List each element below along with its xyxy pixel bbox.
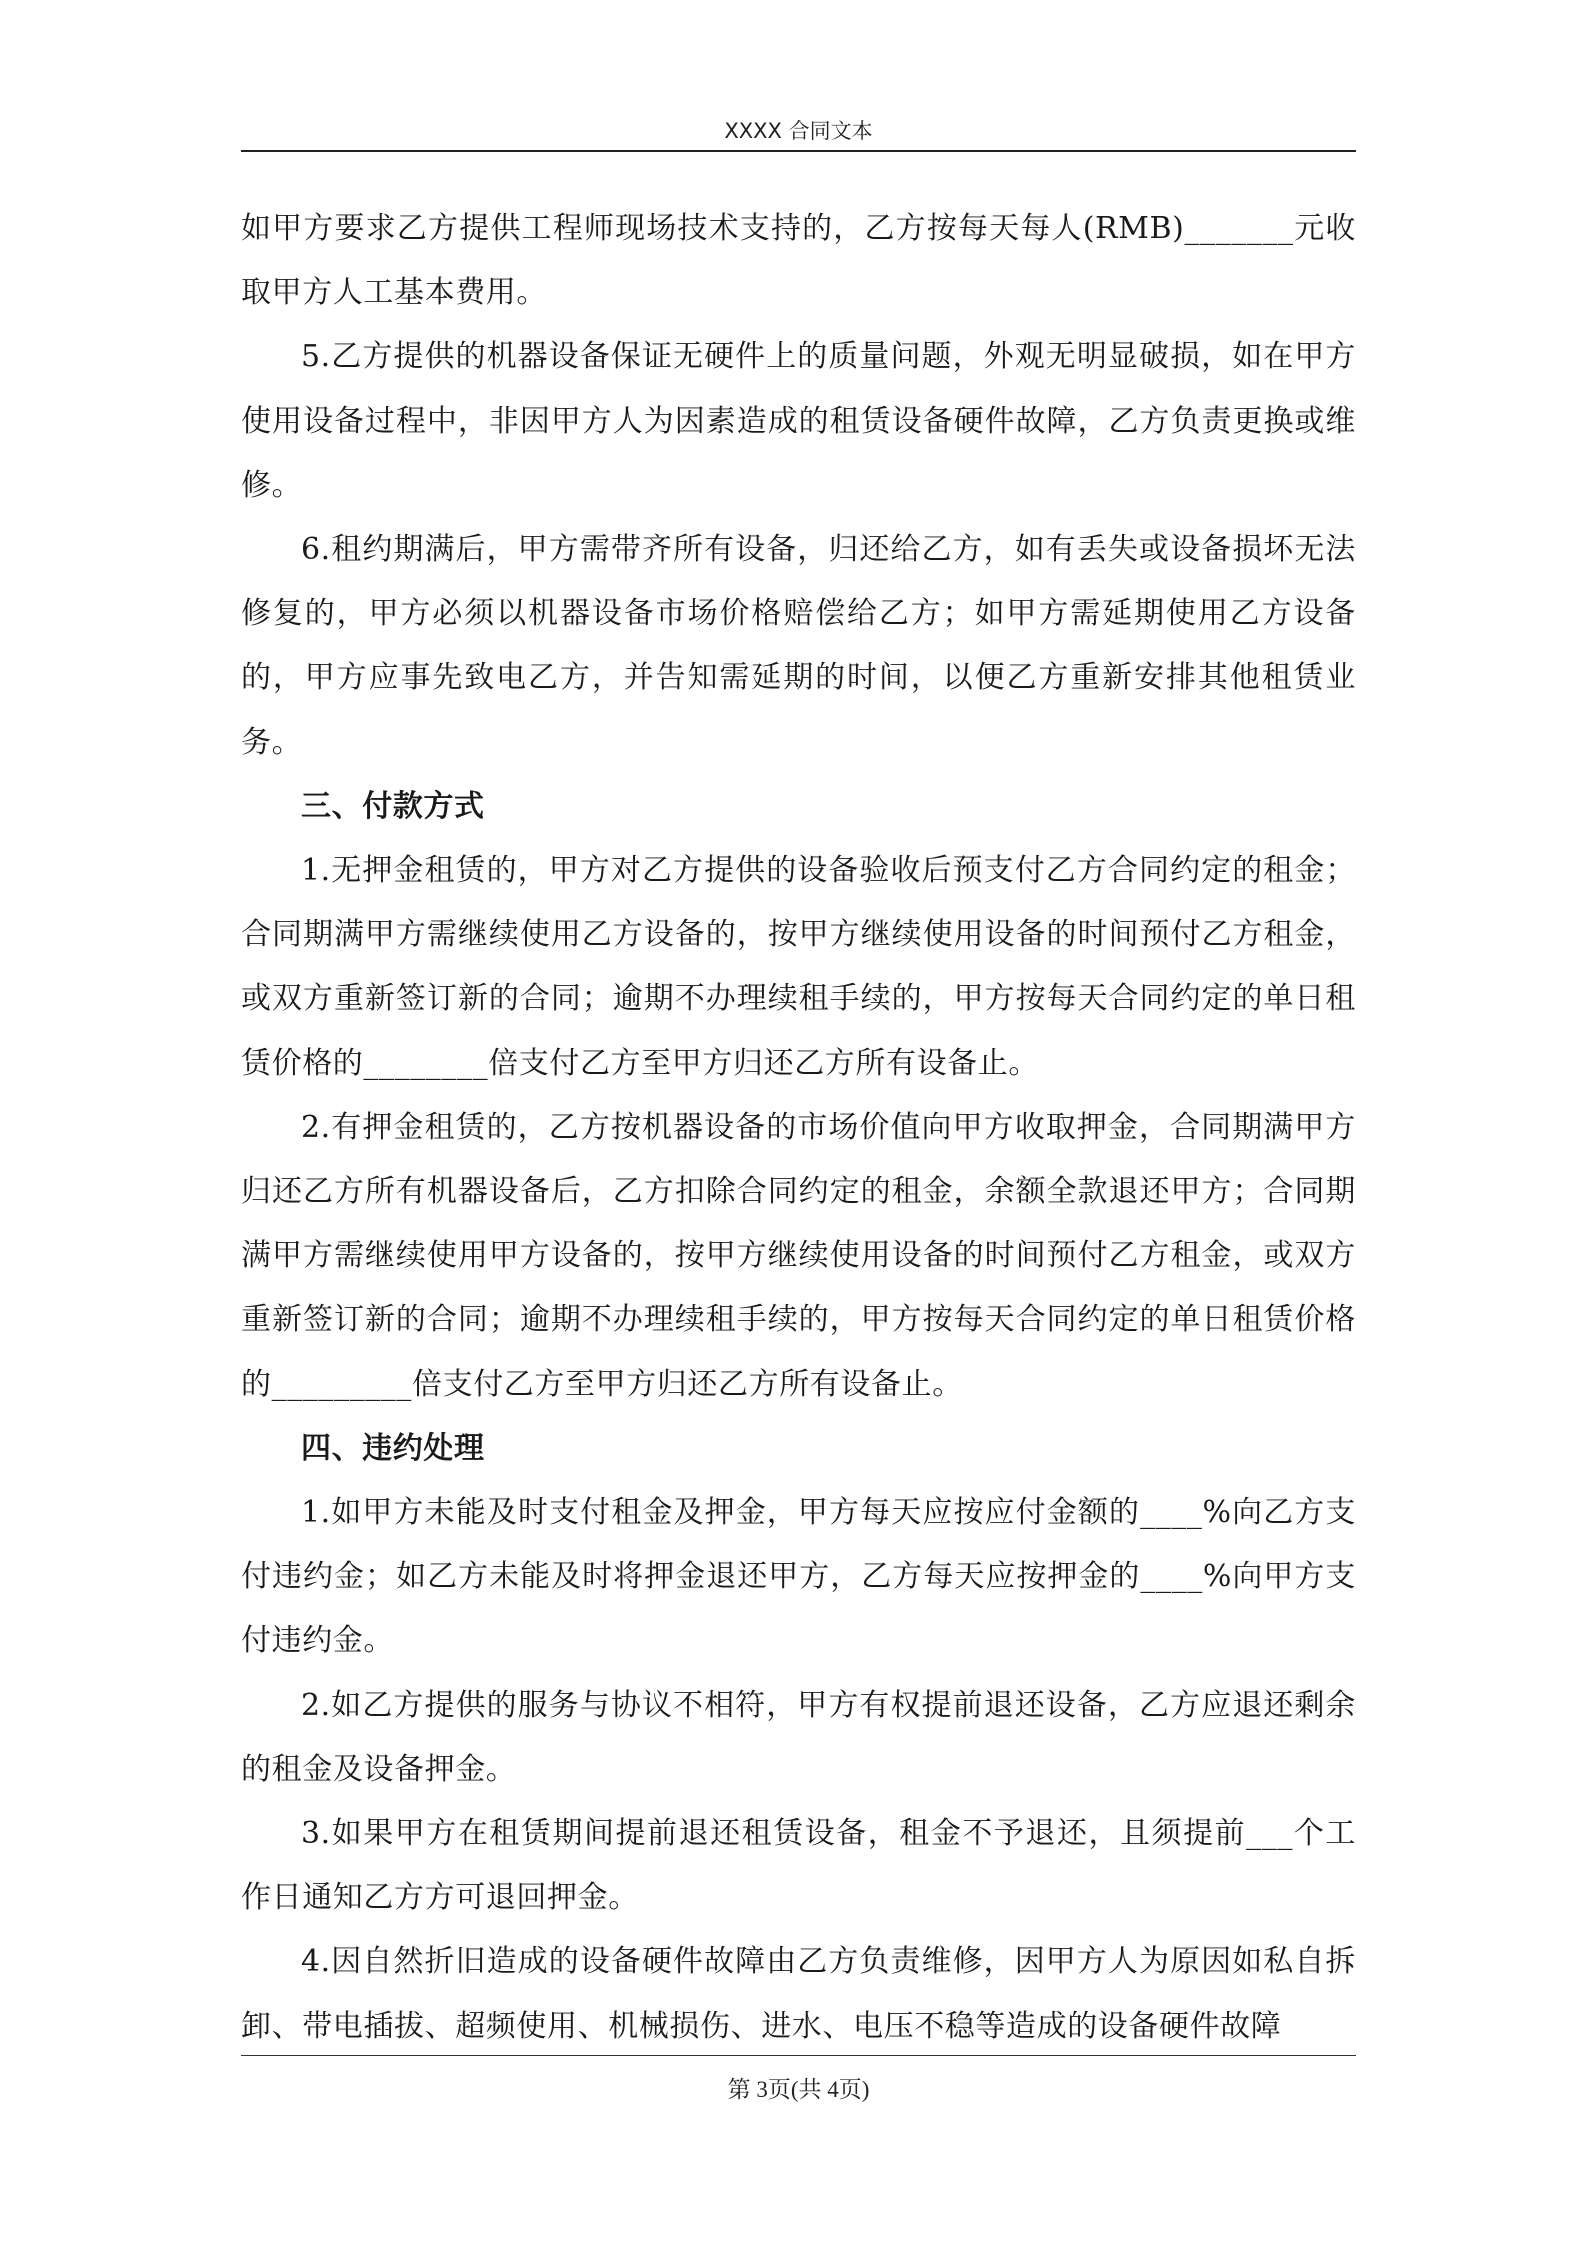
paragraph-payment-1: 1.无押金租赁的，甲方对乙方提供的设备验收后预支付乙方合同约定的租金；合同期满甲方需继续使用乙方设备的，按甲方继续使用设备的时间预付乙方租金，或双方重新签订新的合同；逾期不办理续租手续的，甲方按每天合同约定的单日租赁价格的________倍支付乙方至甲方归还乙方所有设备止。 (241, 853, 1356, 1081)
page-number: 第 3页(共 4页) (727, 2077, 870, 2102)
page-header-title: XXXX 合同文本 (724, 119, 873, 143)
paragraph-rmb-fee: 如甲方要求乙方提供工程师现场技术支持的，乙方按每天每人(RMB)_______元收取甲方人工基本费用。 (241, 211, 1356, 311)
paragraph-breach-4: 4.因自然折旧造成的设备硬件故障由乙方负责维修，因甲方人为原因如私自拆卸、带电插拔、超频使用、机械损伤、进水、电压不稳等造成的设备硬件故障 (241, 1944, 1356, 2044)
paragraph-clause-5: 5.乙方提供的机器设备保证无硬件上的质量问题，外观无明显破损，如在甲方使用设备过程中，非因甲方人为因素造成的租赁设备硬件故障，乙方负责更换或维修。 (241, 339, 1356, 503)
paragraph-breach-1: 1.如甲方未能及时支付租金及押金，甲方每天应按应付金额的____%向乙方支付违约金；如乙方未能及时将押金退还甲方，乙方每天应按押金的____%向甲方支付违约金。 (241, 1495, 1356, 1659)
footer-divider (241, 2055, 1356, 2056)
paragraph-breach-3: 3.如果甲方在租赁期间提前退还租赁设备，租金不予退还，且须提前___个工作日通知乙方方可退回押金。 (241, 1816, 1356, 1916)
paragraph-breach-2: 2.如乙方提供的服务与协议不相符，甲方有权提前退还设备，乙方应退还剩余的租金及设备押金。 (241, 1687, 1356, 1787)
paragraph-payment-2: 2.有押金租赁的，乙方按机器设备的市场价值向甲方收取押金，合同期满甲方归还乙方所有机器设备后，乙方扣除合同约定的租金，余额全款退还甲方；合同期满甲方需继续使用甲方设备的，按甲方继续使用设备的时间预付乙方租金，或双方重新签订新的合同；逾期不办理续租手续的，甲方按每天合同约定的单日租赁价格的_________倍支付乙方至甲方归还乙方所有设备止。 (241, 1109, 1356, 1402)
paragraph-clause-6: 6.租约期满后，甲方需带齐所有设备，归还给乙方，如有丢失或设备损坏无法修复的，甲方必须以机器设备市场价格赔偿给乙方；如甲方需延期使用乙方设备的，甲方应事先致电乙方，并告知需延期的时间，以便乙方重新安排其他租赁业务。 (241, 532, 1356, 760)
section-heading-payment: 三、付款方式 (301, 788, 485, 824)
document-body (241, 197, 1356, 2059)
header-divider (241, 150, 1356, 152)
section-heading-breach: 四、违约处理 (301, 1430, 485, 1466)
